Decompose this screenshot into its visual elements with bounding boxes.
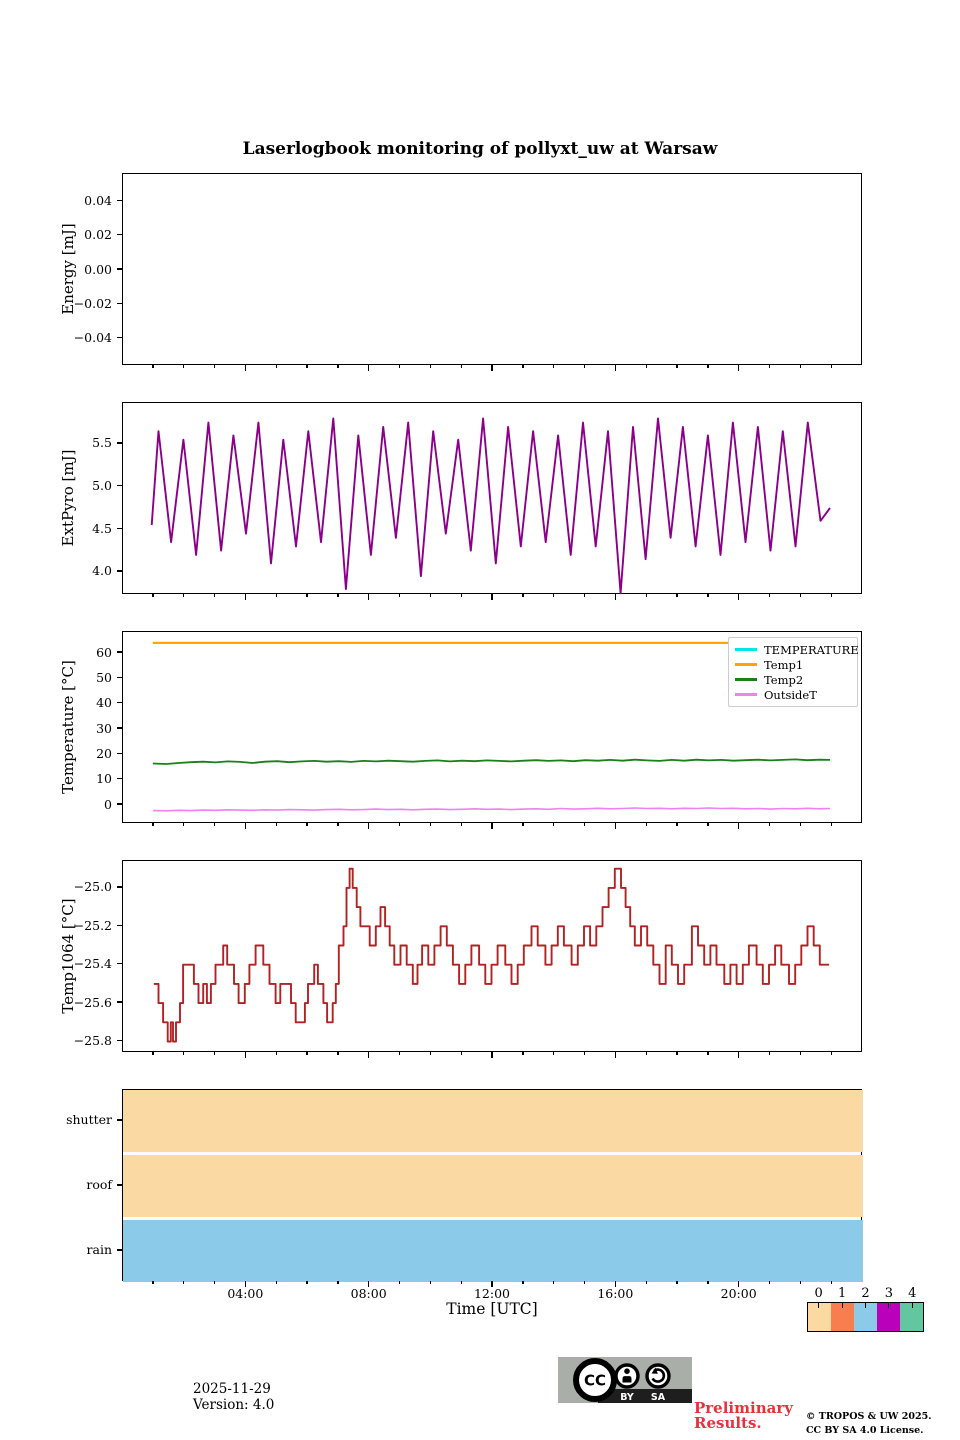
temp1064-minor-xtick — [276, 1052, 277, 1055]
energy-plot-area — [123, 174, 863, 366]
legend-swatch — [735, 648, 757, 650]
temperature-minor-xtick — [337, 823, 338, 826]
temp1064-minor-xtick — [430, 1052, 431, 1055]
legend-swatch — [735, 663, 757, 665]
extpyro-ytick-label: 4.5 — [92, 520, 112, 536]
footer-date-version — [193, 1381, 274, 1413]
status-minor-xtick — [399, 1281, 400, 1284]
temperature-minor-xtick — [430, 823, 431, 826]
status-minor-xtick — [676, 1281, 677, 1284]
temp1064-ytick — [117, 1001, 122, 1002]
energy-minor-xtick — [646, 365, 647, 368]
energy-ytick — [117, 303, 122, 304]
badge-by-label: BY — [620, 1392, 634, 1403]
legend-label: Temp1 — [764, 657, 804, 672]
colorbar-tick-label: 2 — [861, 1286, 870, 1301]
extpyro-minor-xtick — [676, 594, 677, 597]
energy-minor-xtick — [553, 365, 554, 368]
colorbar-segment-0 — [808, 1303, 831, 1331]
energy-minor-xtick — [676, 365, 677, 368]
temp1064-minor-xtick — [584, 1052, 585, 1055]
temp1064-plot-area — [123, 861, 863, 1053]
temp1064-minor-xtick — [306, 1052, 307, 1055]
temperature-major-xtick — [738, 823, 739, 829]
energy-ytick-label: 0.02 — [84, 227, 112, 243]
extpyro-minor-xtick — [769, 594, 770, 597]
extpyro-minor-xtick — [337, 594, 338, 597]
status-minor-xtick — [306, 1281, 307, 1284]
extpyro-major-xtick — [368, 594, 369, 600]
energy-major-xtick — [615, 365, 616, 371]
extpyro-ylabel: ExtPyro [mJ] — [59, 449, 77, 547]
copyright-line2: CC BY SA 4.0 License. — [806, 1425, 924, 1436]
temperature-minor-xtick — [306, 823, 307, 826]
status-plot-area — [123, 1090, 863, 1282]
extpyro-minor-xtick — [707, 594, 708, 597]
extpyro-minor-xtick — [831, 594, 832, 597]
temperature-ytick-label: 50 — [96, 669, 112, 685]
energy-ytick-label: −0.04 — [73, 329, 112, 345]
temp1064-major-xtick — [368, 1052, 369, 1058]
energy-ytick — [117, 337, 122, 338]
extpyro-major-xtick — [615, 594, 616, 600]
extpyro-major-xtick — [491, 594, 492, 600]
temperature-major-xtick — [368, 823, 369, 829]
temp1064-major-xtick — [245, 1052, 246, 1058]
cc-icon-text: CC — [583, 1371, 607, 1390]
roof-row-label: roof — [86, 1177, 112, 1192]
status-minor-xtick — [461, 1281, 462, 1284]
colorbar-tick — [865, 1303, 866, 1308]
energy-minor-xtick — [152, 365, 153, 368]
energy-major-xtick — [245, 365, 246, 371]
temperature-minor-xtick — [769, 823, 770, 826]
temperature-ytick-label: 0 — [104, 796, 112, 812]
temp1064-minor-xtick — [553, 1052, 554, 1055]
extpyro-plot-area — [123, 403, 863, 595]
temperature-major-xtick — [491, 823, 492, 829]
energy-ytick-label: 0.00 — [84, 261, 112, 277]
status-minor-xtick — [800, 1281, 801, 1284]
temperature-minor-xtick — [553, 823, 554, 826]
legend-swatch — [735, 678, 757, 680]
Temp2-line — [153, 759, 830, 764]
x-tick-label: 20:00 — [720, 1286, 757, 1301]
legend-entry-temperature — [735, 642, 859, 657]
temperature-minor-xtick — [461, 823, 462, 826]
colorbar-tick — [888, 1303, 889, 1308]
temperature-ytick — [117, 651, 122, 652]
energy-major-xtick — [491, 365, 492, 371]
extpyro-ytick-label: 4.0 — [92, 563, 112, 579]
extpyro-minor-xtick — [584, 594, 585, 597]
x-tick-label: 08:00 — [350, 1286, 387, 1301]
extpyro-ytick — [117, 570, 122, 571]
temperature-minor-xtick — [676, 823, 677, 826]
temp1064-ylabel: Temp1064 [°C] — [59, 898, 77, 1014]
temp1064-ytick — [117, 925, 122, 926]
status-minor-xtick — [646, 1281, 647, 1284]
temp1064-major-xtick — [615, 1052, 616, 1058]
temperature-ytick — [117, 702, 122, 703]
figure-title: Laserlogbook monitoring of pollyxt_uw at Warsaw — [242, 139, 718, 159]
creation-date: 2025-11-29 — [193, 1381, 271, 1397]
by-person-icon — [616, 1365, 638, 1387]
temperature-ytick — [117, 727, 122, 728]
energy-minor-xtick — [707, 365, 708, 368]
colorbar-tick — [818, 1303, 819, 1308]
version-label: Version: 4.0 — [193, 1397, 275, 1413]
energy-major-xtick — [368, 365, 369, 371]
extpyro-minor-xtick — [430, 594, 431, 597]
temp1064-minor-xtick — [399, 1052, 400, 1055]
temperature-minor-xtick — [831, 823, 832, 826]
temp1064-ytick — [117, 963, 122, 964]
temperature-major-xtick — [615, 823, 616, 829]
copyright-line1: © TROPOS & UW 2025. — [806, 1411, 932, 1422]
temperature-minor-xtick — [152, 823, 153, 826]
extpyro-minor-xtick — [276, 594, 277, 597]
by-person-body — [623, 1376, 632, 1382]
preliminary-results-note: Preliminary Results. — [694, 1399, 793, 1432]
Temp1064-line — [154, 869, 829, 1042]
legend-label: Temp2 — [764, 672, 804, 687]
colorbar-tick-label: 0 — [814, 1286, 823, 1301]
colorbar-tick — [912, 1303, 913, 1308]
extpyro-ytick — [117, 485, 122, 486]
rain-row-label: rain — [86, 1242, 112, 1257]
shutter-row-tick — [117, 1119, 122, 1120]
temp1064-minor-xtick — [707, 1052, 708, 1055]
energy-minor-xtick — [276, 365, 277, 368]
temp1064-minor-xtick — [337, 1052, 338, 1055]
temp1064-minor-xtick — [646, 1052, 647, 1055]
extpyro-ytick — [117, 442, 122, 443]
temperature-minor-xtick — [800, 823, 801, 826]
temp1064-minor-xtick — [152, 1052, 153, 1055]
status-minor-xtick — [553, 1281, 554, 1284]
colorbar-tick-label: 3 — [884, 1286, 894, 1301]
temp1064-ytick — [117, 1040, 122, 1041]
energy-minor-xtick — [399, 365, 400, 368]
shutter-status-band — [123, 1090, 863, 1152]
energy-minor-xtick — [769, 365, 770, 368]
rain-status-band — [123, 1220, 863, 1282]
extpyro-major-xtick — [738, 594, 739, 600]
energy-ytick — [117, 234, 122, 235]
roof-status-band — [123, 1155, 863, 1217]
energy-ytick-label: 0.04 — [84, 193, 112, 209]
temperature-minor-xtick — [522, 823, 523, 826]
temp1064-minor-xtick — [522, 1052, 523, 1055]
x-tick-label: 12:00 — [473, 1286, 511, 1301]
temp1064-minor-xtick — [183, 1052, 184, 1055]
temp1064-ytick-label: −25.6 — [73, 994, 112, 1010]
temperature-ytick-label: 30 — [96, 720, 112, 736]
energy-minor-xtick — [306, 365, 307, 368]
temp1064-minor-xtick — [800, 1052, 801, 1055]
x-tick-label: 16:00 — [597, 1286, 634, 1301]
energy-minor-xtick — [183, 365, 184, 368]
extpyro-minor-xtick — [522, 594, 523, 597]
energy-minor-xtick — [522, 365, 523, 368]
legend-entry-outsidet — [735, 687, 851, 702]
temperature-minor-xtick — [183, 823, 184, 826]
copyright-note — [806, 1410, 932, 1438]
energy-minor-xtick — [461, 365, 462, 368]
energy-minor-xtick — [214, 365, 215, 368]
temp1064-ytick-label: −25.4 — [73, 956, 112, 972]
shutter-row-label: shutter — [66, 1112, 112, 1127]
temp1064-panel — [122, 860, 862, 1052]
energy-minor-xtick — [831, 365, 832, 368]
status-minor-xtick — [337, 1281, 338, 1284]
extpyro-minor-xtick — [152, 594, 153, 597]
extpyro-panel — [122, 402, 862, 594]
OutsideT-line — [153, 808, 830, 811]
temperature-ytick — [117, 677, 122, 678]
x-tick-label: 04:00 — [227, 1286, 264, 1301]
energy-minor-xtick — [800, 365, 801, 368]
energy-minor-xtick — [584, 365, 585, 368]
temp1064-major-xtick — [738, 1052, 739, 1058]
energy-major-xtick — [738, 365, 739, 371]
badge-sa-label: SA — [650, 1392, 666, 1403]
temperature-minor-xtick — [584, 823, 585, 826]
extpyro-ytick-label: 5.5 — [92, 435, 112, 451]
x-axis-label: Time [UTC] — [446, 1300, 538, 1318]
roof-row-tick — [117, 1184, 122, 1185]
status-panel — [122, 1089, 862, 1281]
temperature-ytick — [117, 778, 122, 779]
temp1064-ytick-label: −25.8 — [73, 1032, 112, 1048]
temperature-major-xtick — [245, 823, 246, 829]
by-person-head — [624, 1368, 630, 1374]
energy-ytick-label: −0.02 — [73, 295, 112, 311]
extpyro-minor-xtick — [183, 594, 184, 597]
energy-ytick — [117, 268, 122, 269]
legend-entry-temp2 — [735, 672, 851, 687]
energy-panel — [122, 173, 862, 365]
status-minor-xtick — [707, 1281, 708, 1284]
status-minor-xtick — [214, 1281, 215, 1284]
temperature-legend — [728, 637, 858, 707]
extpyro-ytick-label: 5.0 — [92, 478, 112, 494]
status-minor-xtick — [831, 1281, 832, 1284]
extpyro-minor-xtick — [461, 594, 462, 597]
extpyro-minor-xtick — [646, 594, 647, 597]
temperature-ylabel: Temperature [°C] — [59, 660, 77, 794]
temperature-ytick — [117, 803, 122, 804]
temperature-ytick-label: 40 — [96, 695, 112, 711]
temperature-ytick-label: 60 — [96, 644, 112, 660]
ExtPyro-line — [152, 418, 830, 593]
temp1064-minor-xtick — [769, 1052, 770, 1055]
extpyro-minor-xtick — [214, 594, 215, 597]
status-minor-xtick — [152, 1281, 153, 1284]
energy-minor-xtick — [430, 365, 431, 368]
extpyro-major-xtick — [245, 594, 246, 600]
temperature-ytick-label: 20 — [96, 745, 112, 761]
temp1064-ytick — [117, 886, 122, 887]
legend-swatch — [735, 693, 757, 695]
status-minor-xtick — [276, 1281, 277, 1284]
cc-by-sa-badge — [558, 1357, 692, 1403]
energy-ylabel: Energy [mJ] — [59, 223, 77, 315]
extpyro-minor-xtick — [553, 594, 554, 597]
energy-ytick — [117, 200, 122, 201]
temperature-minor-xtick — [399, 823, 400, 826]
energy-minor-xtick — [337, 365, 338, 368]
status-minor-xtick — [584, 1281, 585, 1284]
temperature-ytick — [117, 753, 122, 754]
legend-label: TEMPERATURE — [764, 642, 859, 657]
colorbar-tick — [842, 1303, 843, 1308]
legend-entry-temp1 — [735, 657, 851, 672]
temp1064-minor-xtick — [214, 1052, 215, 1055]
status-minor-xtick — [430, 1281, 431, 1284]
temp1064-minor-xtick — [461, 1052, 462, 1055]
extpyro-minor-xtick — [306, 594, 307, 597]
temp1064-ytick-label: −25.0 — [73, 879, 112, 895]
temp1064-minor-xtick — [676, 1052, 677, 1055]
temperature-minor-xtick — [276, 823, 277, 826]
rain-row-tick — [117, 1249, 122, 1250]
legend-label: OutsideT — [764, 687, 817, 702]
temp1064-ytick-label: −25.2 — [73, 917, 112, 933]
status-minor-xtick — [522, 1281, 523, 1284]
temp1064-minor-xtick — [831, 1052, 832, 1055]
temperature-minor-xtick — [646, 823, 647, 826]
temperature-ytick-label: 10 — [96, 771, 112, 787]
extpyro-ytick — [117, 528, 122, 529]
colorbar-tick-label: 1 — [837, 1286, 847, 1301]
temperature-minor-xtick — [214, 823, 215, 826]
status-minor-xtick — [769, 1281, 770, 1284]
extpyro-minor-xtick — [800, 594, 801, 597]
colorbar-tick-label: 4 — [908, 1286, 917, 1301]
extpyro-minor-xtick — [399, 594, 400, 597]
temperature-minor-xtick — [707, 823, 708, 826]
temp1064-major-xtick — [491, 1052, 492, 1058]
status-minor-xtick — [183, 1281, 184, 1284]
